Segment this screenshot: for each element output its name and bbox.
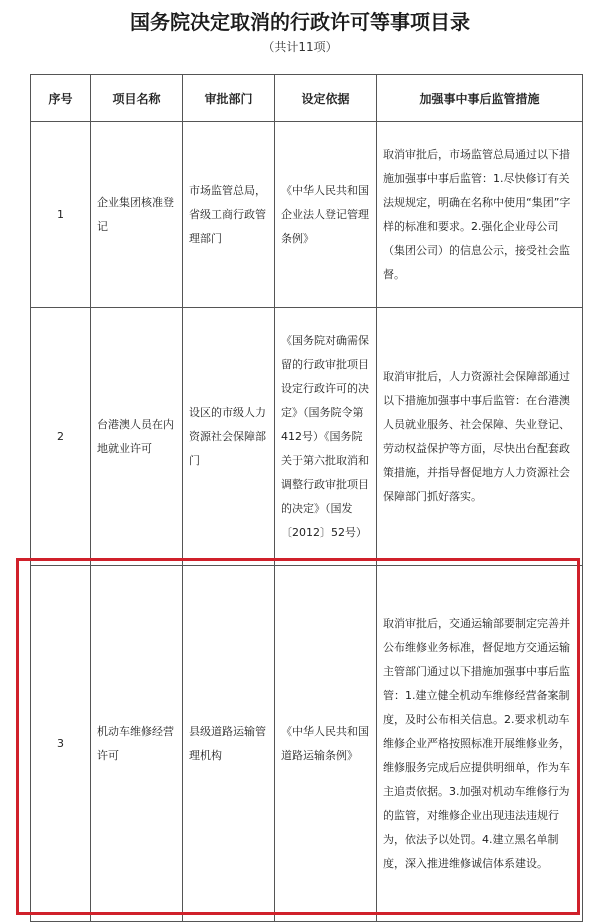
header-legal-basis: 设定依据	[275, 75, 377, 122]
cell-serial-number: 2	[31, 308, 91, 566]
cell-legal-basis: 《中华人民共和国企业法人登记管理条例》	[275, 122, 377, 308]
cell-item-name: 台港澳人员在内地就业许可	[91, 308, 183, 566]
cell-supervision-measures: 取消审批后，人力资源社会保障部通过以下措施加强事中事后监管：在台港澳人员就业服务、社会保障、失业登记、劳动权益保护等方面，尽快出台配套政策措施，并指导督促地方人力资源社会保障部门抓好落实。	[377, 308, 583, 566]
cell-approval-department: 县级道路运输管理机构	[183, 566, 275, 922]
cell-legal-basis: 《中华人民共和国道路运输条例》	[275, 566, 377, 922]
document-title: 国务院决定取消的行政许可等事项目录	[130, 10, 470, 34]
cell-serial-number: 3	[31, 566, 91, 922]
cell-supervision-measures: 取消审批后，交通运输部要制定完善并公布维修业务标准，督促地方交通运输主管部门通过以下措施加强事中事后监管：1.建立健全机动车维修经营备案制度，及时公布相关信息。2.要求机动车维修企业严格按照标准开展维修业务，维修服务完成后应提供明细单，作为车主追责依据。3.加强对机动车维修行为的监管，对维修企业出现违法违规行为，依法予以处罚。4.建立黑名单制度，深入推进维修诚信体系建设。	[377, 566, 583, 922]
table-row	[31, 566, 583, 922]
cell-item-name: 机动车维修经营许可	[91, 566, 183, 922]
cell-serial-number: 1	[31, 122, 91, 308]
header-supervision-measures: 加强事中事后监管措施	[377, 75, 583, 122]
catalog-table	[30, 74, 583, 922]
cell-approval-department: 市场监管总局，省级工商行政管理部门	[183, 122, 275, 308]
header-serial-number: 序号	[31, 75, 91, 122]
header-approval-department: 审批部门	[183, 75, 275, 122]
cell-item-name: 企业集团核准登记	[91, 122, 183, 308]
cell-supervision-measures: 取消审批后，市场监管总局通过以下措施加强事中事后监管：1.尽快修订有关法规规定，明确在名称中使用“集团”字样的标准和要求。2.强化企业母公司（集团公司）的信息公示，接受社会监督。	[377, 122, 583, 308]
table-row	[31, 122, 583, 308]
header-item-name: 项目名称	[91, 75, 183, 122]
document-subtitle: （共计11项）	[262, 40, 338, 54]
cell-legal-basis: 《国务院对确需保留的行政审批项目设定行政许可的决定》（国务院令第412号）《国务院关于第六批取消和调整行政审批项目的决定》（国发〔2012〕52号）	[275, 308, 377, 566]
table-header-row	[31, 75, 583, 122]
table-row	[31, 308, 583, 566]
cell-approval-department: 设区的市级人力资源社会保障部门	[183, 308, 275, 566]
